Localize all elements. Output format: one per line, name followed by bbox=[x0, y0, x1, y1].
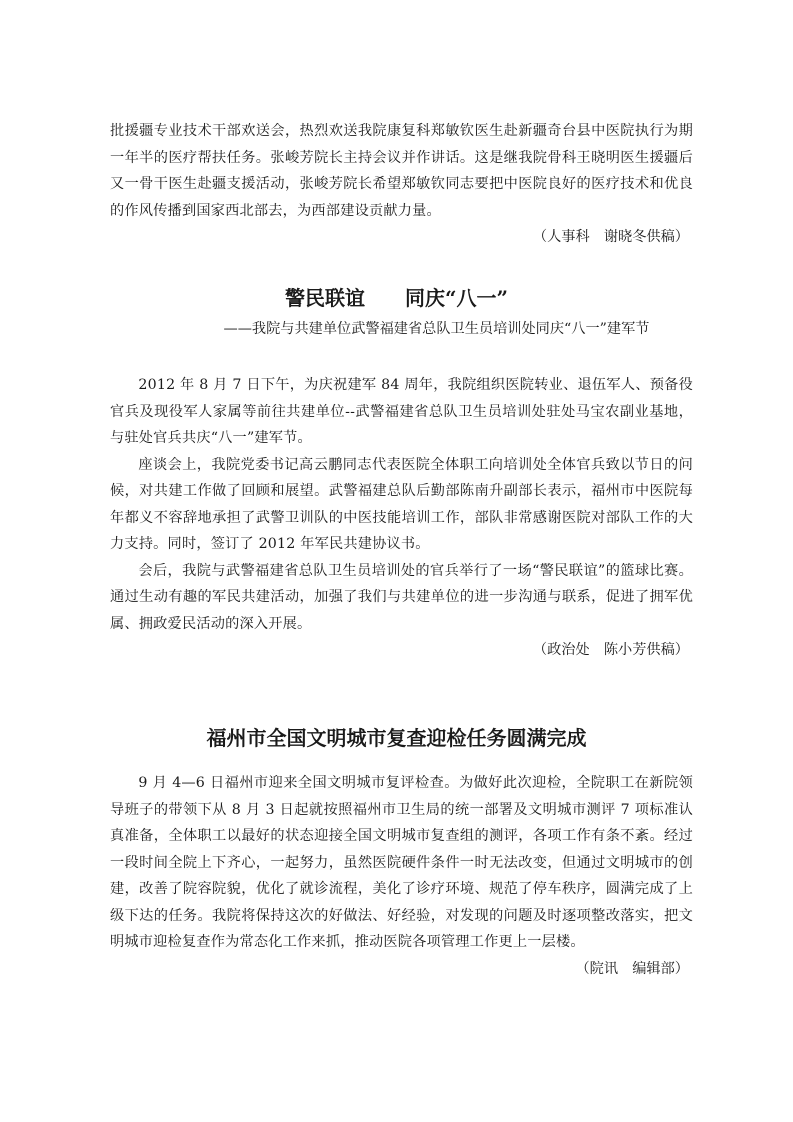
article-2-title: 警民联谊 同庆“八一” bbox=[284, 286, 508, 310]
article-3-signature: （院讯 编辑部） bbox=[575, 960, 689, 977]
article-2 bbox=[110, 372, 693, 664]
article-2-subtitle: ——我院与共建单位武警福建省总队卫生员培训处同庆“八一”建军节 bbox=[223, 321, 650, 337]
article-3-title: 福州市全国文明城市复查迎检任务圆满完成 bbox=[206, 726, 587, 750]
article-2-paragraph-2: 座谈会上，我院党委书记高云鹏同志代表医院全体职工向培训处全体官兵致以节日的问候，对共建工作做了回顾和展望。武警福建总队后勤部陈南升副部长表示，福州市中医院每年都义不容辞地承担了武警卫训队的中医技能培训工作，部队非常感谢医院对部队工作的大力支持。同时，签订了 2012 年军民共建协议书。 bbox=[110, 456, 693, 552]
article-3-paragraph-1: 9 月 4—6 日福州市迎来全国文明城市复评检查。为做好此次迎检，全院职工在新院领导班子的带领下从 8 月 3 日起就按照福州市卫生局的统一部署及文明城市测评 7 项标准认真准备，全体职工以最好的状态迎接全国文明城市复查组的测评，各项工作有条不紊。经过一段时间全院上下齐心，一起努力，虽然医院硬件条件一时无法改变，但通过文明城市的创建，改善了院容院貌，优化了就诊流程，美化了诊疗环境、规范了停车秩序，圆满完成了上级下达的任务。我院将保持这次的好做法、好经验，对发现的问题及时逐项整改落实，把文明城市迎检复查作为常态化工作来抓，推动医院各项管理工作更上一层楼。 bbox=[110, 775, 693, 950]
article-1-signature: （人事科 谢晓冬供稿） bbox=[532, 229, 689, 245]
article-2-signature: （政治处 陈小芳供稿） bbox=[532, 642, 689, 658]
article-1 bbox=[110, 118, 693, 251]
article-1-body: 批援疆专业技术干部欢送会，热烈欢送我院康复科郑敏钦医生赴新疆奇台县中医院执行为期一年半的医疗帮扶任务。张峻芳院长主持会议并作讲话。这是继我院骨科王晓明医生援疆后又一骨干医生赴疆支援活动，张峻芳院长希望郑敏钦同志要把中医院良好的医疗技术和优良的作风传播到国家西北部去，为西部建设贡献力量。 bbox=[110, 123, 693, 219]
article-3 bbox=[110, 770, 693, 982]
article-2-paragraph-3: 会后，我院与武警福建省总队卫生员培训处的官兵举行了一场“警民联谊”的篮球比赛。通过生动有趣的军民共建活动，加强了我们与共建单位的进一步沟通与联系，促进了拥军优属、拥政爱民活动的深入开展。 bbox=[110, 562, 693, 632]
article-2-paragraph-1: 2012 年 8 月 7 日下午，为庆祝建军 84 周年，我院组织医院转业、退伍军人、预备役官兵及现役军人家属等前往共建单位--武警福建省总队卫生员培训处驻处马宝农副业基地，与驻处官兵共庆“八一”建军节。 bbox=[110, 377, 693, 446]
